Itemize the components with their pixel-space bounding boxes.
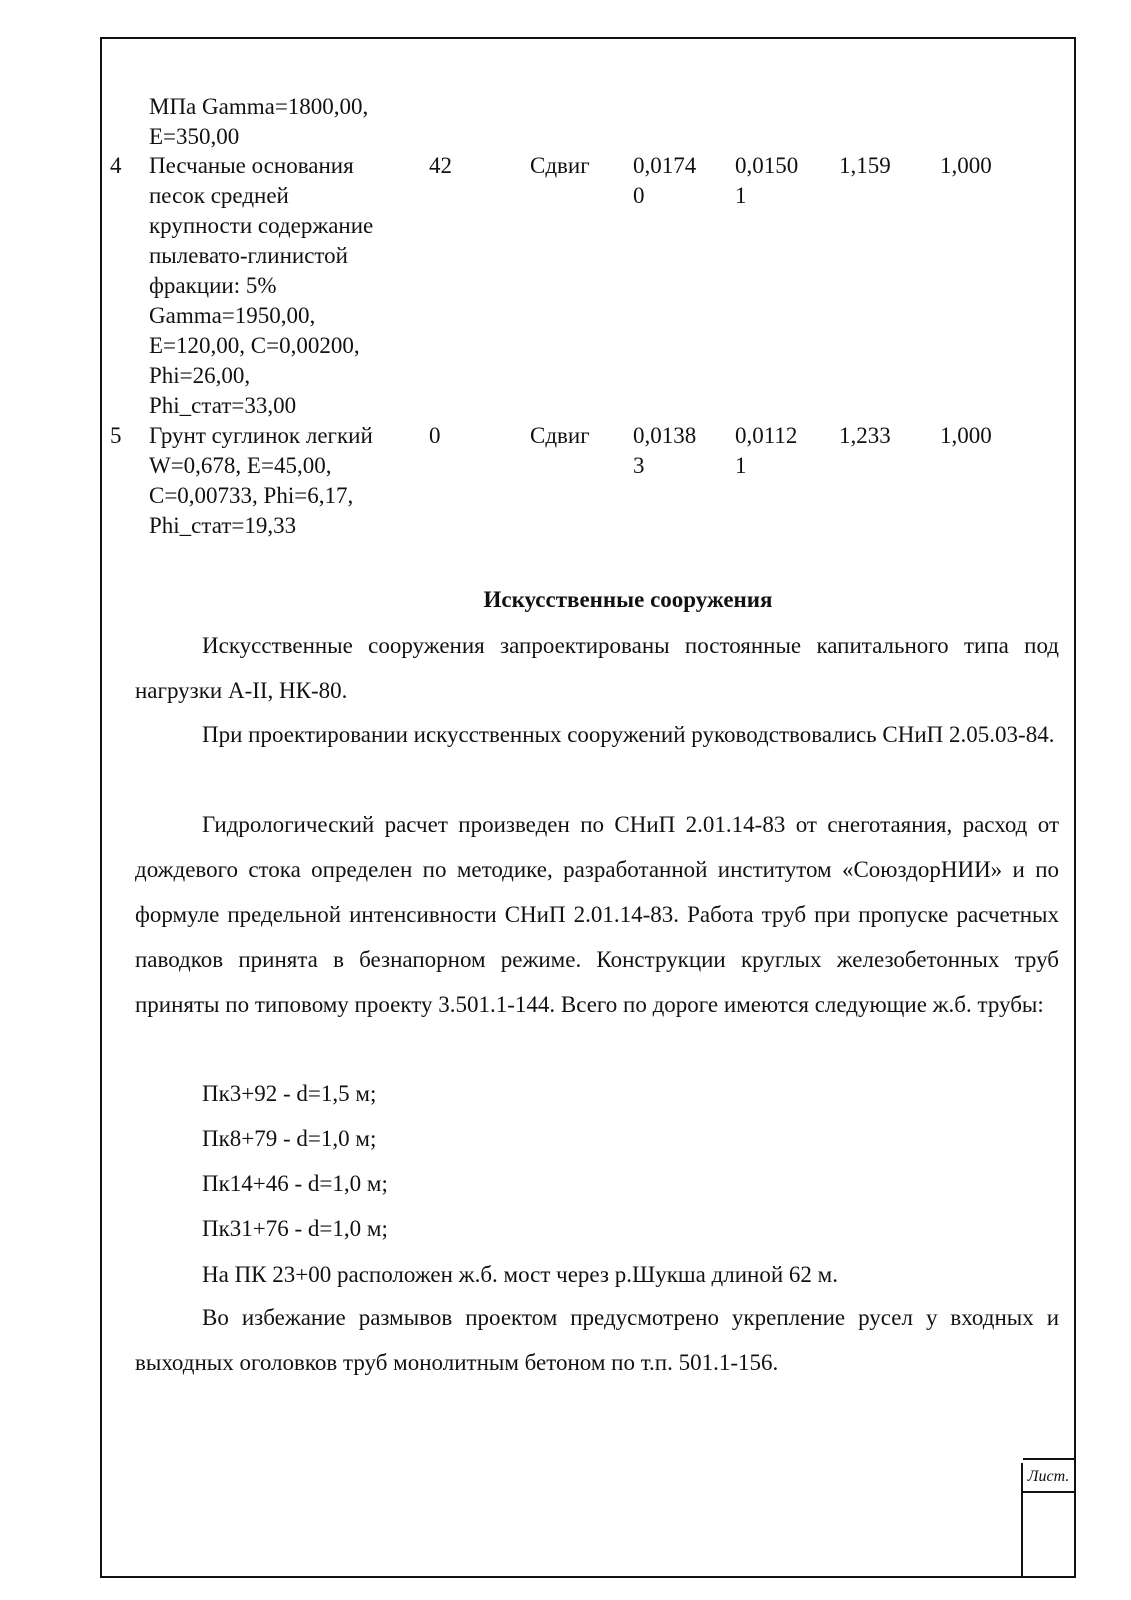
- paragraph: Гидрологический расчет произведен по СНиП 2.01.14-83 от снеготаяния, расход от дождевого стока определен по методике, разработанной институтом «СоюздорНИИ» и по формуле предельной интенсивности СНиП 2.01.14-83. Работа труб при пропуске расчетных паводков принята в безнапорном режиме. Конструкции круглых железобетонных труб приняты по типовому проекту 3.501.1-144. Всего по дороге имеются следующие ж.б. трубы:: [135, 812, 1059, 1017]
- table-cell-num: 5: [110, 423, 122, 448]
- table-cell-depth: 42: [429, 153, 452, 178]
- table-cell-value: 1,000: [940, 423, 992, 448]
- table-cell-value: 1,159: [839, 153, 891, 178]
- table-cell-type: Сдвиг: [530, 423, 590, 448]
- bridge-line: На ПК 23+00 расположен ж.б. мост через р.Шукша длиной 62 м.: [202, 1262, 838, 1287]
- paragraph: При проектировании искусственных сооружений руководствовались СНиП 2.05.03-84.: [202, 722, 1055, 747]
- sheet-label: Лист.: [1023, 1463, 1074, 1493]
- pipe-list-item: Пк8+79 - d=1,0 м;: [202, 1126, 377, 1151]
- table-cell-name: МПа Gamma=1800,00, E=350,00: [149, 94, 369, 149]
- table-cell-type: Сдвиг: [530, 153, 590, 178]
- table-cell-value: 0,0150 1: [735, 153, 799, 208]
- section-heading: Искусственные сооружения: [483, 587, 773, 612]
- table-cell-value: 0,0112 1: [735, 423, 798, 478]
- table-cell-value: 0,0174 0: [633, 153, 697, 208]
- table-cell-value: 0,0138 3: [633, 423, 697, 478]
- sheet-stamp: [1021, 1463, 1074, 1576]
- table-cell-value: 1,000: [940, 153, 992, 178]
- pipe-list-item: Пк31+76 - d=1,0 м;: [202, 1216, 388, 1241]
- paragraph: Искусственные сооружения запроектированы постоянные капитального типа под нагрузки А-II, НК-80.: [135, 633, 1059, 703]
- table-cell-depth: 0: [429, 423, 441, 448]
- pipe-list-item: Пк3+92 - d=1,5 м;: [202, 1081, 377, 1106]
- table-cell-name: Песчаные основания песок средней крупности содержание пылевато-глинистой фракции: 5% Gamma=1950,00, E=120,00, C=0,00200, Phi=26,00, Phi_стат=33,00: [149, 153, 374, 418]
- table-cell-value: 1,233: [839, 423, 891, 448]
- table-cell-name: Грунт суглинок легкий W=0,678, E=45,00, C=0,00733, Phi=6,17, Phi_стат=19,33: [149, 423, 373, 538]
- page-frame: [100, 37, 1076, 1578]
- table-cell-num: 4: [110, 153, 122, 178]
- stamp-top-line: [1023, 1458, 1074, 1460]
- pipe-list-item: Пк14+46 - d=1,0 м;: [202, 1171, 388, 1196]
- paragraph: Во избежание размывов проектом предусмотрено укрепление русел у входных и выходных оголовков труб монолитным бетоном по т.п. 501.1-156.: [135, 1305, 1059, 1375]
